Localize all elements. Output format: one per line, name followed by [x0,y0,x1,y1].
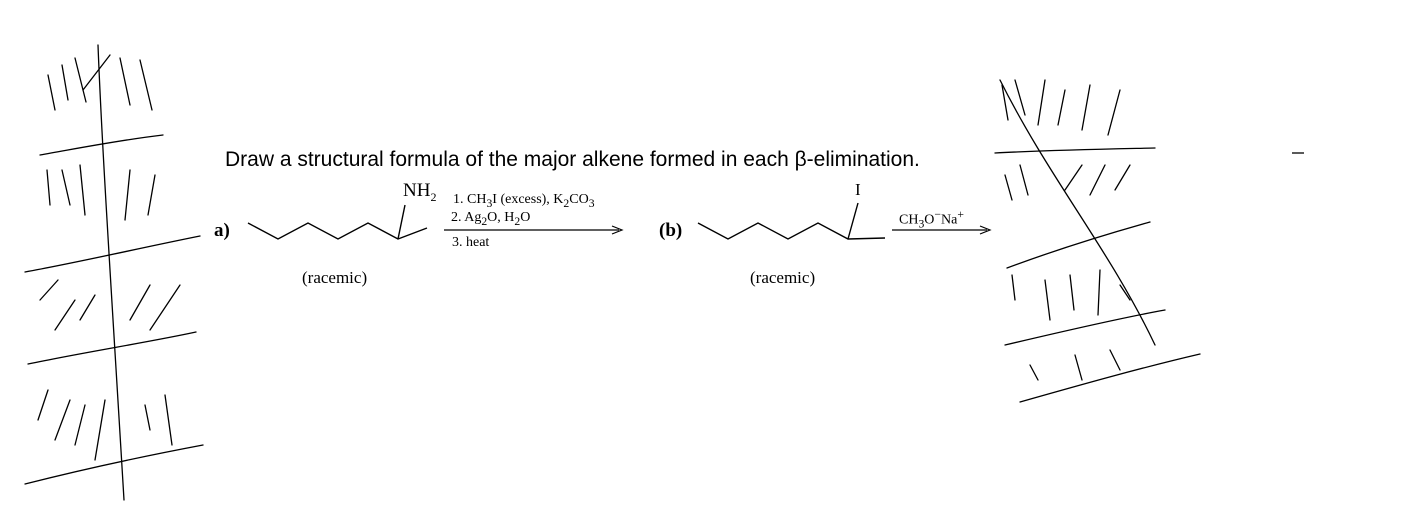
right-scribble [990,0,1220,529]
question-title: Draw a structural formula of the major alkene formed in each β-elimination. [225,148,920,171]
part-b-label: (b) [659,220,683,241]
racemic-note-b: (racemic) [750,268,816,287]
condition-step-3: 3. heat [452,235,490,250]
amine-substituent: $NH_2$ [403,180,437,204]
iodine-substituent: I [855,180,861,199]
condition-step-2: 2. $Ag_2O$, $H_2O$ [451,210,531,228]
molecule-b-skeleton [690,200,890,250]
left-scribble [0,0,220,529]
condition-step-1: 1. $CH_3I$ (excess), $K_2CO_3$ [453,192,595,210]
stray-dash-mark [1290,150,1310,156]
part-a-label: a) [214,220,230,241]
reaction-arrow-b [892,224,997,236]
molecule-a-skeleton [240,200,440,250]
reagent-b: $CH_3O^-Na^+$ [899,208,964,231]
racemic-note-a: (racemic) [302,268,368,287]
